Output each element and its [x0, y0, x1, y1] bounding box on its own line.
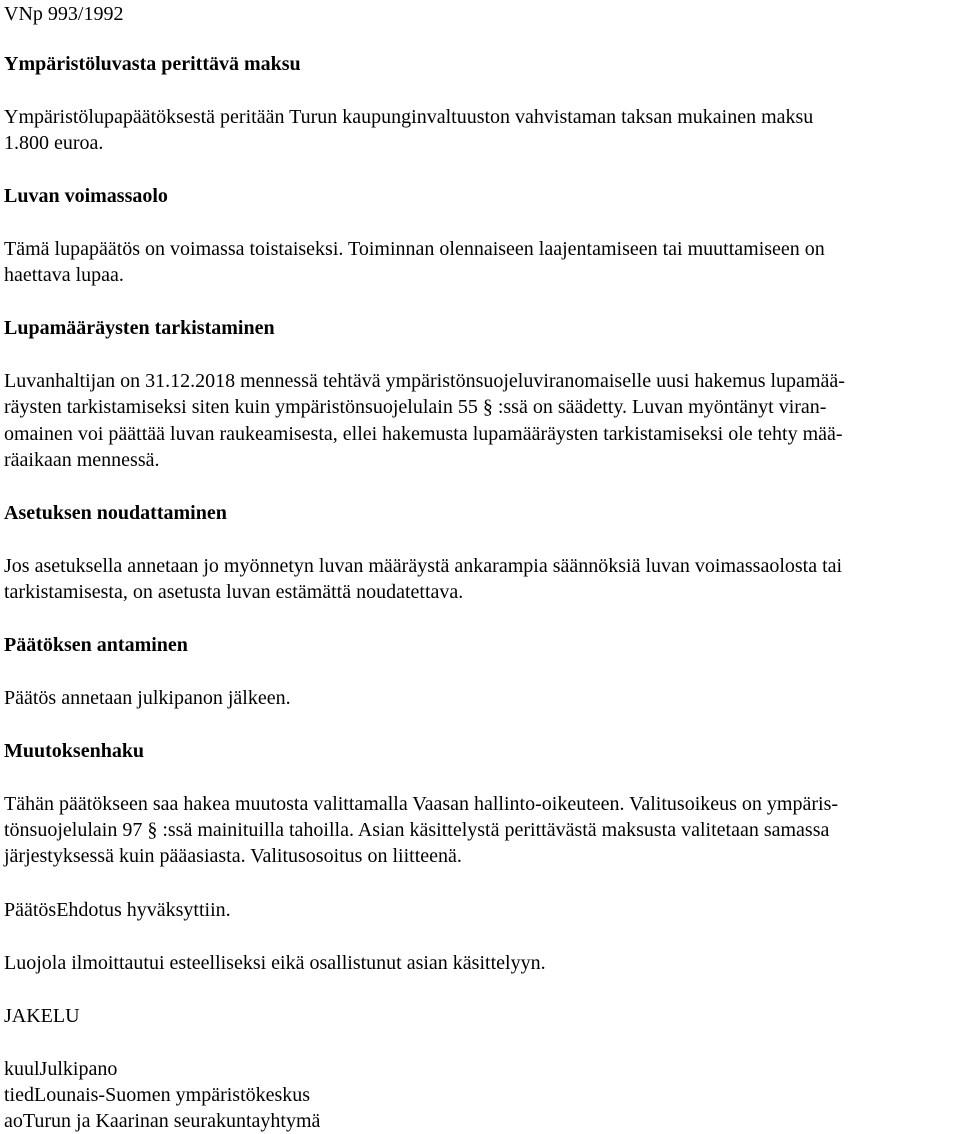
validity-heading: Luvan voimassaolo — [4, 185, 168, 207]
distribution-heading: JAKELU — [4, 1005, 80, 1027]
document-reference: VNp 993/1992 — [4, 3, 124, 25]
fee-text-line-2: 1.800 euroa. — [4, 132, 104, 154]
review-text-line-4: räaikaan mennessä. — [4, 449, 160, 471]
issuance-text-line-1: Päätös annetaan julkipanon jälkeen. — [4, 687, 291, 709]
review-text-line-2: räysten tarkistamiseksi siten kuin ympäristönsuojelulain 55 § :ssä on säädetty. Luvan myöntänyt viran- — [4, 396, 827, 418]
decree-text-line-1: Jos asetuksella annetaan jo myönnetyn luvan määräystä ankarampia säännöksiä luvan voimassaolosta tai — [4, 555, 843, 577]
decision-note: PäätösEhdotus hyväksyttiin. — [4, 899, 231, 921]
issuance-heading: Päätöksen antaminen — [4, 634, 188, 656]
appeal-text-line-3: järjestyksessä kuin pääasiasta. Valitusosoitus on liitteenä. — [4, 845, 462, 867]
appeal-heading: Muutoksenhaku — [4, 740, 145, 762]
distribution-item: aoTurun ja Kaarinan seurakuntayhtymä — [4, 1110, 321, 1132]
review-text-line-1: Luvanhaltijan on 31.12.2018 mennessä tehtävä ympäristönsuojeluviranomaiselle uusi hakemus lupamää- — [4, 370, 845, 392]
appeal-text-line-2: tönsuojelulain 97 § :ssä mainituilla tahoilla. Asian käsittelystä perittävästä maksusta valitetaan samassa — [4, 819, 830, 841]
appeal-text-line-1: Tähän päätökseen saa hakea muutosta valittamalla Vaasan hallinto-oikeuteen. Valitusoikeus on ympäris- — [4, 793, 839, 815]
validity-text-line-2: haettava lupaa. — [4, 264, 124, 286]
review-text-line-3: omainen voi päättää luvan raukeamisesta, ellei hakemusta lupamääräysten tarkistamiseksi ole tehty mää- — [4, 423, 843, 445]
validity-text-line-1: Tämä lupapäätös on voimassa toistaiseksi. Toiminnan olennaiseen laajentamiseen tai muuttamiseen on — [4, 238, 825, 260]
review-heading: Lupamääräysten tarkistaminen — [4, 317, 275, 339]
distribution-item: tiedLounais-Suomen ympäristökeskus — [4, 1084, 311, 1106]
decree-heading: Asetuksen noudattaminen — [4, 502, 227, 524]
attendance-note: Luojola ilmoittautui esteelliseksi eikä osallistunut asian käsittelyyn. — [4, 952, 546, 974]
fee-heading: Ympäristöluvasta perittävä maksu — [4, 53, 301, 75]
fee-text-line-1: Ympäristölupapäätöksestä peritään Turun kaupunginvaltuuston vahvistaman taksan mukainen maksu — [4, 106, 814, 128]
distribution-item: kuulJulkipano — [4, 1058, 118, 1080]
decree-text-line-2: tarkistamisesta, on asetusta luvan estämättä noudatettava. — [4, 581, 464, 603]
